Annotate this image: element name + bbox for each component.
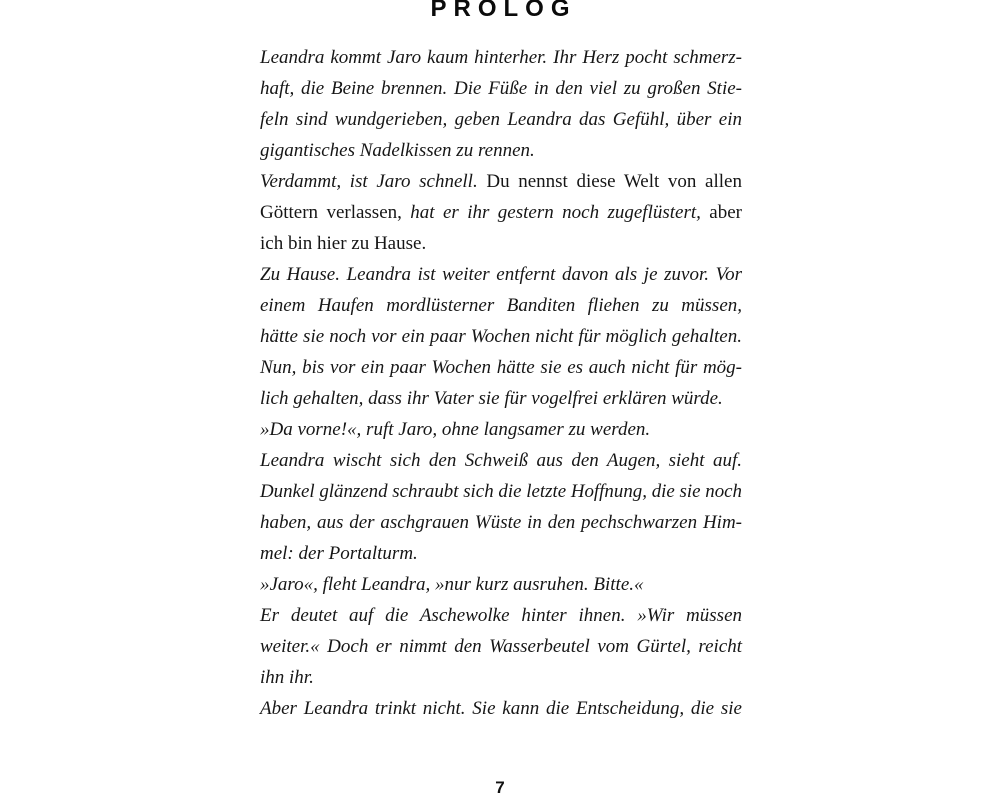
page-number: 7	[495, 778, 505, 797]
text-line	[260, 569, 742, 600]
text-line	[260, 414, 742, 445]
text-segment: ihn ihr.	[260, 667, 314, 688]
text-line	[260, 383, 742, 414]
text-line	[260, 693, 742, 724]
text-segment: ich bin hier zu Hause.	[260, 233, 427, 254]
text-segment: Göttern verlassen,	[260, 202, 402, 223]
text-line	[260, 228, 742, 259]
text-line	[260, 104, 742, 135]
text-line	[260, 476, 742, 507]
text-line	[260, 600, 742, 631]
text-segment: »Da vorne!«, ruft Jaro, ohne langsamer zu werden.	[260, 419, 651, 440]
text-segment: haft, die Beine brennen. Die Füße in den viel zu großen Stie-	[260, 78, 742, 99]
text-segment: aber	[700, 202, 742, 223]
text-line	[260, 73, 742, 104]
text-line	[260, 507, 742, 538]
text-line	[260, 259, 742, 290]
text-segment: Zu Hause. Leandra ist weiter entfernt davon als je zuvor. Vor	[260, 264, 742, 285]
text-line	[260, 135, 742, 166]
text-line	[260, 538, 742, 569]
text-segment: Dunkel glänzend schraubt sich die letzte Hoffnung, die sie noch	[260, 481, 742, 502]
text-line	[260, 197, 742, 228]
text-segment: feln sind wundgerieben, geben Leandra das Gefühl, über ein	[260, 109, 742, 130]
text-segment: hat er ihr gestern noch zugeflüstert,	[401, 202, 701, 223]
text-segment: weiter.« Doch er nimmt den Wasserbeutel vom Gürtel, reicht	[260, 636, 742, 657]
text-line	[260, 445, 742, 476]
text-segment: Nun, bis vor ein paar Wochen hätte sie es auch nicht für mög-	[260, 357, 742, 378]
text-column	[260, 42, 742, 724]
text-line	[260, 42, 742, 73]
text-line	[260, 631, 742, 662]
text-line	[260, 290, 742, 321]
text-line	[260, 662, 742, 693]
text-segment: lich gehalten, dass ihr Vater sie für vogelfrei erklären würde.	[260, 388, 723, 409]
chapter-title: PROLOG	[430, 0, 577, 22]
text-segment: Leandra kommt Jaro kaum hinterher. Ihr Herz pocht schmerz-	[260, 47, 742, 68]
text-segment: Aber Leandra trinkt nicht. Sie kann die Entscheidung, die sie	[260, 698, 742, 719]
text-segment: »Jaro«, fleht Leandra, »nur kurz ausruhen. Bitte.«	[260, 574, 644, 595]
text-segment: Du nennst diese Welt von allen	[477, 171, 742, 192]
text-segment: Verdammt, ist Jaro schnell.	[260, 171, 478, 192]
text-line	[260, 166, 742, 197]
text-segment: gigantisches Nadelkissen zu rennen.	[260, 140, 535, 161]
text-segment: einem Haufen mordlüsterner Banditen fliehen zu müssen,	[260, 295, 742, 316]
text-segment: Leandra wischt sich den Schweiß aus den Augen, sieht auf.	[260, 450, 742, 471]
text-line	[260, 352, 742, 383]
text-segment: hätte sie noch vor ein paar Wochen nicht für möglich gehalten.	[260, 326, 742, 347]
text-line	[260, 321, 742, 352]
text-segment: haben, aus der aschgrauen Wüste in den pechschwarzen Him-	[260, 512, 742, 533]
text-segment: Er deutet auf die Aschewolke hinter ihnen. »Wir müssen	[260, 605, 742, 626]
text-segment: mel: der Portalturm.	[260, 543, 418, 564]
